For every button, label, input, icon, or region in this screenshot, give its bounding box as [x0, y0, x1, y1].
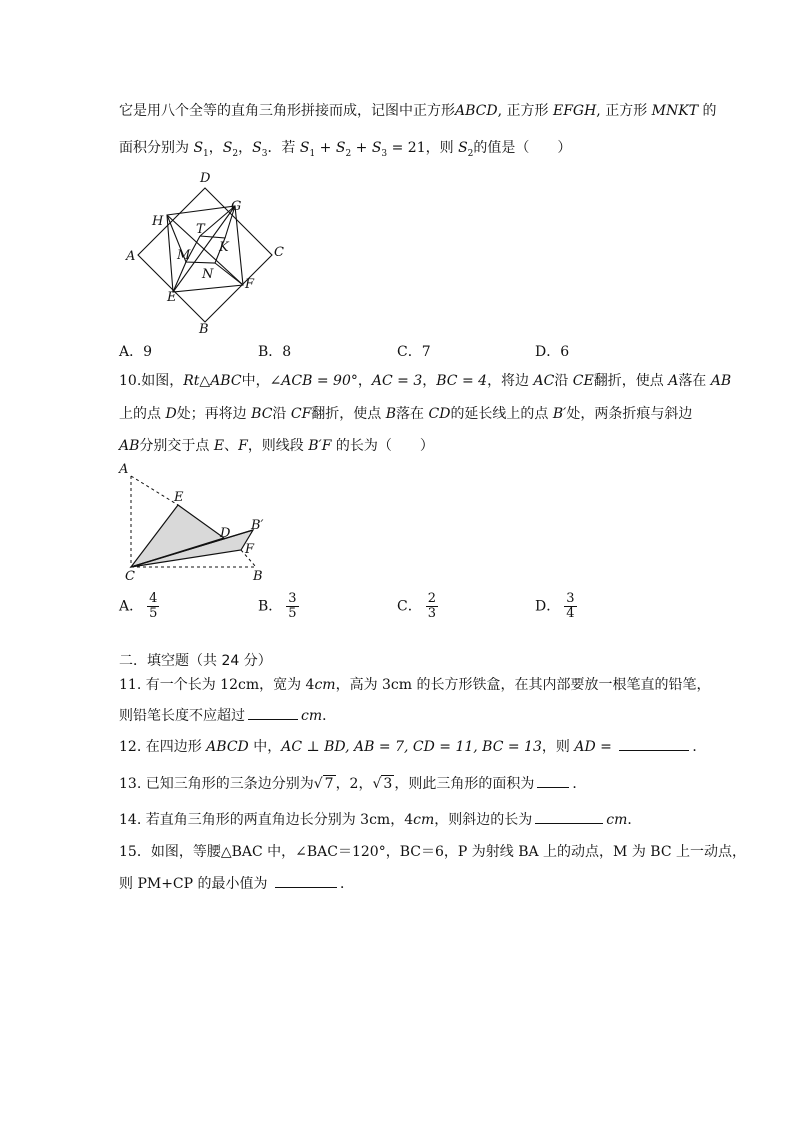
sqrt-7: √ 7: [313, 776, 334, 792]
q10-option-a[interactable]: A． $\frac{4}{5}$: [119, 591, 158, 621]
label-f10: F: [245, 542, 255, 557]
label-e10: E: [174, 490, 184, 505]
label-t: T: [196, 222, 205, 237]
q12-answer-blank[interactable]: [619, 736, 689, 751]
q9-option-a[interactable]: A．9: [119, 344, 153, 360]
q10-figure: [115, 460, 275, 585]
q11-line2: 则铅笔长度不应超过 cm．: [119, 705, 336, 726]
label-m: M: [177, 248, 191, 263]
label-f: F: [245, 277, 255, 292]
label-n: N: [202, 267, 214, 282]
label-a10: A: [119, 462, 129, 477]
q13-answer-blank[interactable]: [537, 773, 569, 788]
q12-line: 12. 在四边形 ABCD 中，AC ⊥ BD, AB = 7, CD = 11, BC = 13，则 AD = ．: [119, 736, 706, 757]
label-g: G: [231, 199, 242, 214]
q9-options: [119, 342, 699, 372]
q11-line1: 11. 有一个长为 12cm，宽为 4cm，高为 3cm 的长方形铁盒，在其内部要放一根笔直的铅笔，: [119, 677, 711, 693]
label-d: D: [200, 171, 211, 186]
q10-line3: AB分别交于点 E、F，则线段 B′F 的长为（ ）: [119, 438, 434, 454]
q13-line: 13. 已知三角形的三条边分别为√ 7 ，2，√ 3 ，则此三角形的面积为 ．: [119, 773, 586, 794]
square-abcd: [138, 188, 272, 322]
q10-line1: 10.如图，Rt△ABC中，∠ACB = 90°，AC = 3，BC = 4，将边 AC沿 CE翻折，使点 A落在 AB: [119, 373, 732, 389]
q9-line2: 面积分别为 $S_1$，$S_2$，$S_3$．若 $S_1 + S_2 + S_3 = 21$，则 $S_2$的值是（ ）: [119, 140, 572, 159]
label-h: H: [152, 214, 164, 229]
q15-line2: 则 PM+CP 的最小值为 ．: [119, 873, 354, 894]
label-bprime10: B′: [251, 518, 264, 533]
label-a: A: [126, 249, 136, 264]
q10-line2: 上的点 D处；再将边 BC沿 CF翻折，使点 B落在 CD的延长线上的点 B′处，两条折痕与斜边: [119, 406, 693, 422]
q9-option-b[interactable]: B．8: [258, 344, 292, 360]
q14-line: 14. 若直角三角形的两直角边长分别为 3cm，4cm，则斜边的长为 cm．: [119, 809, 641, 830]
q10-option-c[interactable]: C． $\frac{2}{3}$: [397, 591, 436, 621]
q9-option-c[interactable]: C．7: [397, 344, 431, 360]
q9-line1: 它是用八个全等的直角三角形拼接而成，记图中正方形ABCD, 正方形 EFGH, 正方形 MNKT 的: [119, 103, 717, 119]
label-d10: D: [220, 526, 231, 541]
sqrt-3: √ 3: [372, 776, 393, 792]
q15-answer-blank[interactable]: [275, 873, 337, 888]
segment-ab: [131, 476, 178, 505]
label-k: K: [219, 240, 229, 255]
q10-options: [119, 592, 699, 622]
label-b10: B: [253, 569, 263, 584]
q10-option-d[interactable]: D． $\frac{3}{4}$: [535, 591, 575, 621]
label-e: E: [167, 290, 177, 305]
q11-answer-blank[interactable]: [248, 705, 298, 720]
q9-option-d[interactable]: D．6: [535, 344, 570, 360]
q14-answer-blank[interactable]: [535, 809, 603, 824]
label-c: C: [274, 245, 284, 260]
q9-figure: [120, 165, 300, 337]
q10-option-b[interactable]: B． $\frac{3}{5}$: [258, 591, 297, 621]
q15-line1: 15．如图，等腰△BAC 中，∠BAC＝120°，BC＝6，P 为射线 BA 上的动点，M 为 BC 上一动点，: [119, 844, 746, 860]
label-c10: C: [125, 569, 135, 584]
section-fill-in-title: 二．填空题（共 24 分）: [119, 653, 272, 669]
label-b: B: [199, 322, 209, 337]
